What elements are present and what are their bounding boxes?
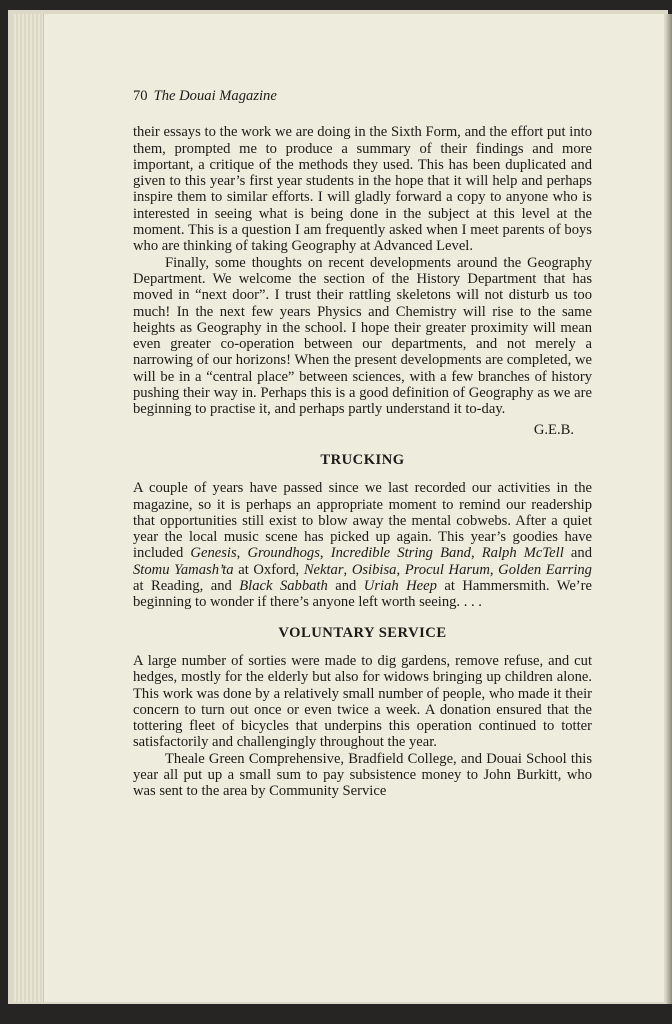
band-name: Ralph McTell xyxy=(481,545,564,562)
magazine-title: The Douai Magazine xyxy=(153,88,277,104)
band-name: Incredible String Band xyxy=(330,545,471,562)
separator: , xyxy=(489,561,499,578)
separator: , xyxy=(470,545,482,562)
signature: G.E.B. xyxy=(533,421,574,438)
band-name: Genesis xyxy=(190,545,237,562)
band-name: Uriah Heep xyxy=(363,578,437,595)
separator: and xyxy=(563,545,592,562)
page-number: 70 xyxy=(133,88,148,104)
voluntary-service-heading: VOLUNTARY SERVICE xyxy=(278,624,447,641)
trucking-text-hammersmith: at Hammersmith. We’re beginning to wonder if there’s anyone left worth seeing. . . . xyxy=(133,578,592,611)
running-header xyxy=(133,88,592,104)
band-name: Black Sabbath xyxy=(239,578,328,595)
separator: and xyxy=(327,578,364,595)
page-content xyxy=(133,88,592,800)
trucking-text-oxford: at Oxford, xyxy=(233,561,304,578)
trucking-text-reading: at Reading, and xyxy=(133,578,240,595)
band-name: Groundhogs xyxy=(247,545,320,562)
binding-shadow xyxy=(666,14,672,1004)
band-name: Procul Harum xyxy=(404,561,490,578)
trucking-paragraph xyxy=(133,480,592,610)
trucking-text-1: A couple of years have passed since we last recorded our activities in the magazine, so it is perhaps an appropriate moment to remind our readership that opportunities still exist to blow away the mental cobwebs. After a quiet year the local music scene has picked up again. This year’s goodies have included xyxy=(133,480,592,562)
separator: , xyxy=(236,545,248,562)
separator: , xyxy=(343,561,352,578)
band-name: Nektar xyxy=(303,561,344,578)
geography-paragraph-1: their essays to the work we are doing in the Sixth Form, and the effort put into them, prompted me to produce a summary of their findings and more important, a critique of the methods they used. This has been duplicated and given to this year’s first year students in the hope that it will help and perhaps inspire them to similar efforts. I will gladly forward a copy to anyone who is interested in seeing what is being done in the subject at this level at the moment. This is a question I am frequently asked when I meet parents of boys who are thinking of taking Geography at Advanced Level. xyxy=(133,124,592,255)
voluntary-paragraph-2: Theale Green Comprehensive, Bradfield College, and Douai School this year all put up a small sum to pay subsistence money to John Burkitt, who was sent to the area by Community Service xyxy=(133,750,592,800)
trucking-heading: TRUCKING xyxy=(320,451,405,468)
band-name: Osibisa xyxy=(351,561,397,578)
voluntary-paragraph-1: A large number of sorties were made to dig gardens, remove refuse, and cut hedges, mostly for the elderly but also for widows bringing up children alone. This work was done by a relatively small number of people, who made it their concern to turn out once or even twice a week. A donation ensured that the tottering fleet of bicycles that underpins this operation continued to totter satisfactorily and challengingly throughout the year. xyxy=(133,652,592,751)
separator: , xyxy=(319,545,331,562)
band-name: Stomu Yamash’ta xyxy=(133,561,234,578)
separator: , xyxy=(396,561,405,578)
page-edges xyxy=(14,14,44,1002)
band-name: Golden Earring xyxy=(498,561,592,578)
geography-paragraph-2: Finally, some thoughts on recent developments around the Geography Department. We welcome the section of the History Department that has moved in “next door”. I trust their rattling skeletons will not disturb us too much! In the next few years Physics and Chemistry will rise to the same heights as Geography in the school. I hope their greater proximity will mean even greater co-operation between our departments, and not merely a narrowing of our horizons! When the present developments are completed, we will be in a “central place” between sciences, with a few branches of history pushing their way in. Perhaps this is a good definition of Geography as we are beginning to practise it, and perhaps partly understand it to-day. xyxy=(133,254,592,418)
